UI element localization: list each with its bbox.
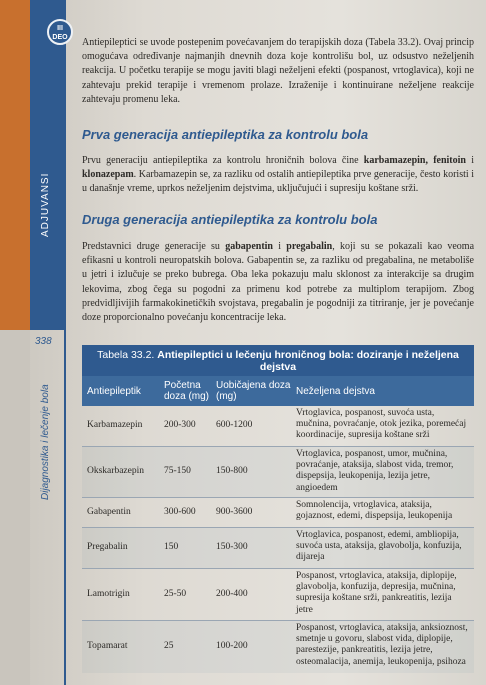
bold-drug-names: karbamazepin, fenitoin [363, 155, 466, 166]
cell-drug: Topamarat [87, 641, 128, 652]
cell-drug: Gabapentin [87, 506, 131, 517]
cell-drug: Karbamazepin [87, 420, 143, 431]
badge-label: DEO [52, 34, 68, 41]
cell-start-dose: 75-150 [164, 466, 191, 477]
badge-roman: III [57, 25, 63, 32]
table-title [82, 345, 474, 376]
bold-drug-name: pregabalin [286, 241, 333, 252]
table-caption: Antiepileptici u lečenju hroničnog bola: doziranje i neželjena dejstva [157, 349, 459, 373]
header-side-effects: Neželjena dejstva [296, 385, 375, 397]
cell-usual-dose: 100-200 [216, 641, 248, 652]
bold-drug-name: gabapentin [225, 241, 273, 252]
table-row [82, 569, 474, 621]
heading-first-generation: Prva generacija antiepileptika za kontrolu bola [82, 127, 369, 142]
cell-side-effects: Somnolencija, vrtoglavica, ataksija, gojaznost, edemi, dispepsija, leukopenija [296, 500, 453, 522]
cell-drug: Okskarbazepin [87, 466, 144, 477]
bold-drug-name: klonazepam [82, 169, 134, 181]
cell-usual-dose: 150-300 [216, 542, 248, 553]
part-badge [47, 19, 73, 45]
cell-usual-dose: 150-800 [216, 466, 248, 477]
cell-side-effects: Vrtoglavica, pospanost, umor, mučnina, povraćanje, ataksija, slabost vida, tremor, dispepsija, leukopenija, lezija jetre, angioedem [296, 449, 454, 493]
cell-side-effects: Pospanost, vrtoglavica, ataksija, diplopije, glavobolja, konfuzija, depresija, mučnina, supresija koštane srži, pankreatitis, lezija jetre [296, 571, 457, 615]
cell-start-dose: 300-600 [164, 506, 196, 517]
margin-lower [0, 330, 30, 685]
cell-usual-dose: 900-3600 [216, 506, 253, 517]
header-usual-dose: Uobičajena doza (mg) [216, 380, 291, 402]
margin-divider-line [64, 330, 66, 685]
text-run: Predstavnici druge generacije su [82, 241, 226, 252]
chapter-label: Dijagnostika i lečenje bola [40, 384, 51, 500]
text-run: i [273, 241, 287, 252]
cell-usual-dose: 600-1200 [216, 420, 253, 431]
margin-orange-strip [0, 0, 30, 330]
table-number: Tabela 33.2. [97, 349, 155, 361]
cell-side-effects: Vrtoglavica, pospanost, suvoća usta, mučnina, povraćanje, otok jezika, poremećaj koordinacije, supresija koštane srži [296, 408, 467, 441]
heading-second-generation: Druga generacija antiepileptika za kontrolu bola [82, 212, 378, 227]
cell-drug: Lamotrigin [87, 588, 130, 599]
table-row [82, 621, 474, 673]
table-row [82, 406, 474, 447]
cell-start-dose: 150 [164, 542, 179, 553]
header-start-dose: Početna doza (mg) [164, 380, 210, 402]
text-run: i [465, 155, 474, 166]
cell-start-dose: 25-50 [164, 588, 187, 599]
antiepileptics-table [82, 345, 474, 673]
text-run: . Karbamazepin se, za razliku od ostalih antiepileptika prve generacije, često koristi i u današnje vreme, uprkos neželjenim dejstvima, uključujući i supresiju koštane srži. [82, 169, 474, 195]
cell-side-effects: Vrtoglavica, pospanost, edemi, ambliopija, suvoća usta, ataksija, glavobolja, konfuzija, dijareja [296, 530, 462, 563]
first-generation-paragraph [82, 154, 474, 197]
cell-start-dose: 25 [164, 641, 174, 652]
table-header-row [82, 376, 474, 406]
cell-side-effects: Pospanost, vrtoglavica, ataksija, anksioznost, smetnje u govoru, slabost vida, diplopije, parestezije, pankreatitis, lezija jetre, osteomalacija, anemija, leukopenija, psihoza [296, 623, 468, 667]
text-run: , koji su se pokazali kao veoma efikasni u kontroli neuropatskih bolova. Gabapentin se, za razliku od pregabalina, ne metaboliše u jetri i izlučuje se preko bubrega. Oba leka pokazuju malu sklonost za interakcije sa drugim lekovima, zbog čega su pogodni za primenu kod potrebe za multiplom terapijom. Zbog predvidljivijih farmakokinetičkih svojstava, pregabalin je pogodniji za titriranje, jer je povećanje doze proporcionalno povećanju koncentracije leka. [82, 241, 475, 324]
table-row [82, 447, 474, 498]
table-row [82, 498, 474, 528]
intro-paragraph: Antiepileptici se uvode postepenim povećavanjem do terapijskih doza (Tabela 33.2). Ovaj princip omogućava određivanje najmanjih dnevnih doza koje kontrolišu bol, uz odsustvo neželjenih reakcija. U početku terapije se mogu javiti blagi neželjeni efekti (pospanost, vrtoglavica), koji ne zahtevaju prekid terapije i vremenom prolaze. Izraženije i kontinuirane neželjene reakcije zahtevaju promenu leka. [82, 37, 474, 105]
cell-start-dose: 200-300 [164, 420, 196, 431]
header-drug: Antiepileptik [87, 385, 141, 397]
cell-usual-dose: 200-400 [216, 588, 248, 599]
second-generation-paragraph [82, 240, 474, 325]
cell-drug: Pregabalin [87, 542, 128, 553]
section-label: ADJUVANSI [40, 172, 51, 238]
text-run: Prvu generaciju antiepileptika za kontrolu hroničnih bolova čine [82, 155, 364, 166]
page-number: 338 [35, 336, 52, 347]
table-row [82, 528, 474, 569]
